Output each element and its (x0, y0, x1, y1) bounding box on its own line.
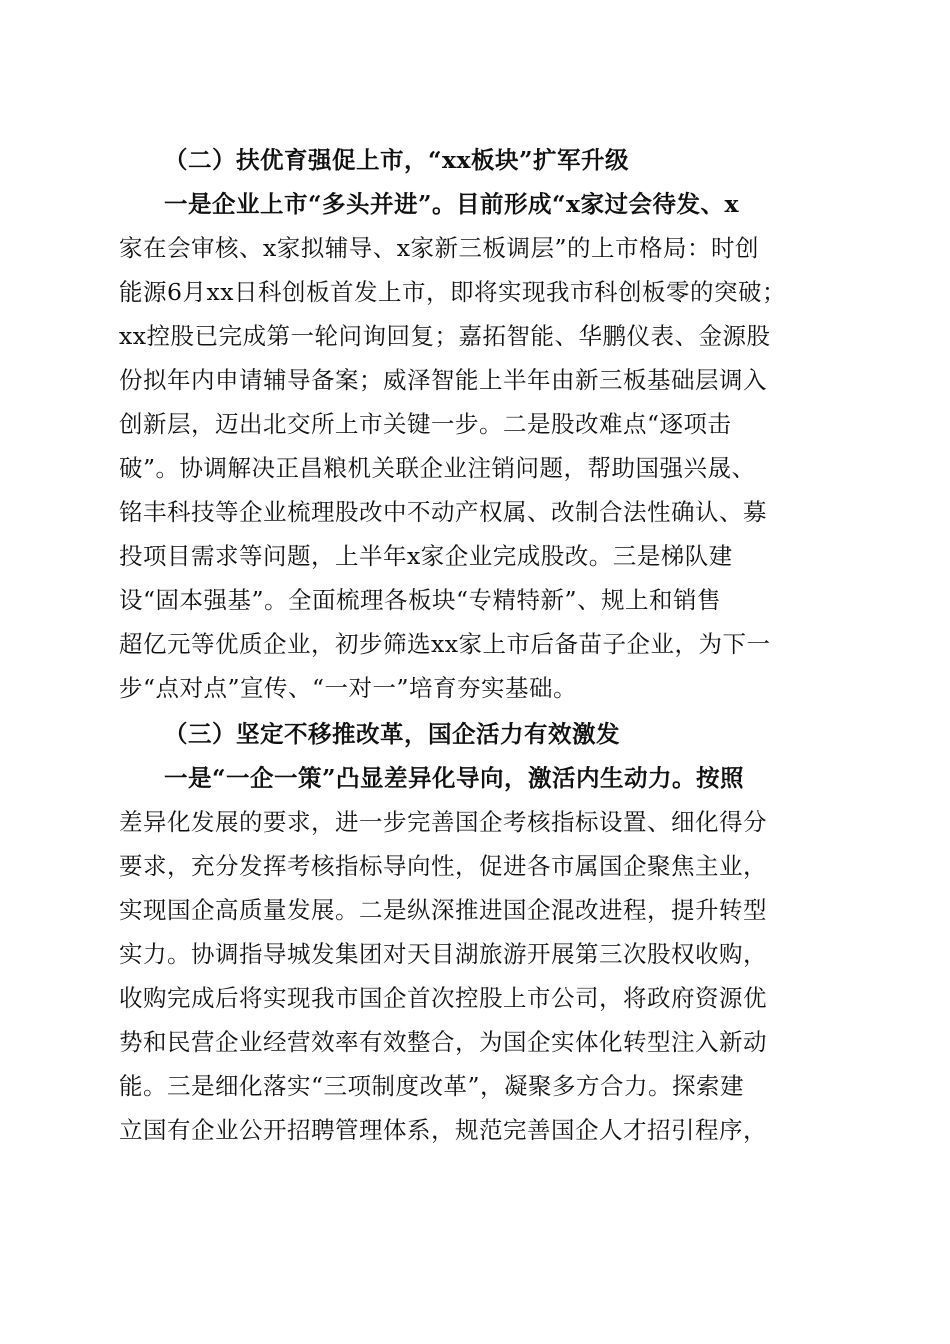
paragraph-line: 能。三是细化落实“三项制度改革”，凝聚多方合力。探索建 (119, 1072, 745, 1100)
paragraph-line: 实力。协调指导城发集团对天目湖旅游开展第三次股权收购， (119, 940, 767, 968)
paragraph-line: xx控股已完成第一轮问询回复；嘉拓智能、华鹏仪表、金源股 (119, 322, 771, 350)
section-3-heading: （三）坚定不移推改革，国企活力有效激发 (164, 720, 620, 748)
paragraph-line: 立国有企业公开招聘管理体系，规范完善国企人才招引程序， (119, 1116, 767, 1144)
paragraph-line: 份拟年内申请辅导备案；威泽智能上半年由新三板基础层调入 (119, 366, 767, 394)
paragraph-line: 创新层，迈出北交所上市关键一步。二是股改难点“逐项击 (119, 410, 732, 438)
paragraph-line: 家在会审核、x家拟辅导、x家新三板调层”的上市格局：时创 (119, 234, 760, 262)
paragraph-line: 设“固本强基”。全面梳理各板块“专精特新”、规上和销售 (119, 586, 722, 614)
paragraph-line: 一是“一企一策”凸显差异化导向，激活内生动力。按照 (164, 764, 745, 792)
section-2-heading: （二）扶优育强促上市，“xx板块”扩军升级 (164, 146, 630, 174)
paragraph-line: 一是企业上市“多头并进”。目前形成“x家过会待发、x (164, 190, 740, 218)
paragraph-line: 差异化发展的要求，进一步完善国企考核指标设置、细化得分 (119, 808, 767, 836)
paragraph-line: 铭丰科技等企业梳理股改中不动产权属、改制合法性确认、募 (119, 498, 767, 526)
paragraph-line: 要求，充分发挥考核指标导向性，促进各市属国企聚焦主业， (119, 852, 767, 880)
paragraph-line: 势和民营企业经营效率有效整合，为国企实体化转型注入新动 (119, 1028, 767, 1056)
paragraph-line: 能源6月xx日科创板首发上市，即将实现我市科创板零的突破； (119, 278, 786, 306)
paragraph-line: 投项目需求等问题，上半年x家企业完成股改。三是梯队建 (119, 542, 733, 570)
paragraph-line: 破”。协调解决正昌粮机关联企业注销问题，帮助国强兴晟、 (119, 454, 756, 482)
paragraph-line: 实现国企高质量发展。二是纵深推进国企混改进程，提升转型 (119, 896, 767, 924)
paragraph-line: 步“点对点”宣传、“一对一”培育夯实基础。 (119, 674, 578, 702)
paragraph-line: 收购完成后将实现我市国企首次控股上市公司，将政府资源优 (119, 984, 767, 1012)
paragraph-line: 超亿元等优质企业，初步筛选xx家上市后备苗子企业，为下一 (119, 630, 771, 658)
